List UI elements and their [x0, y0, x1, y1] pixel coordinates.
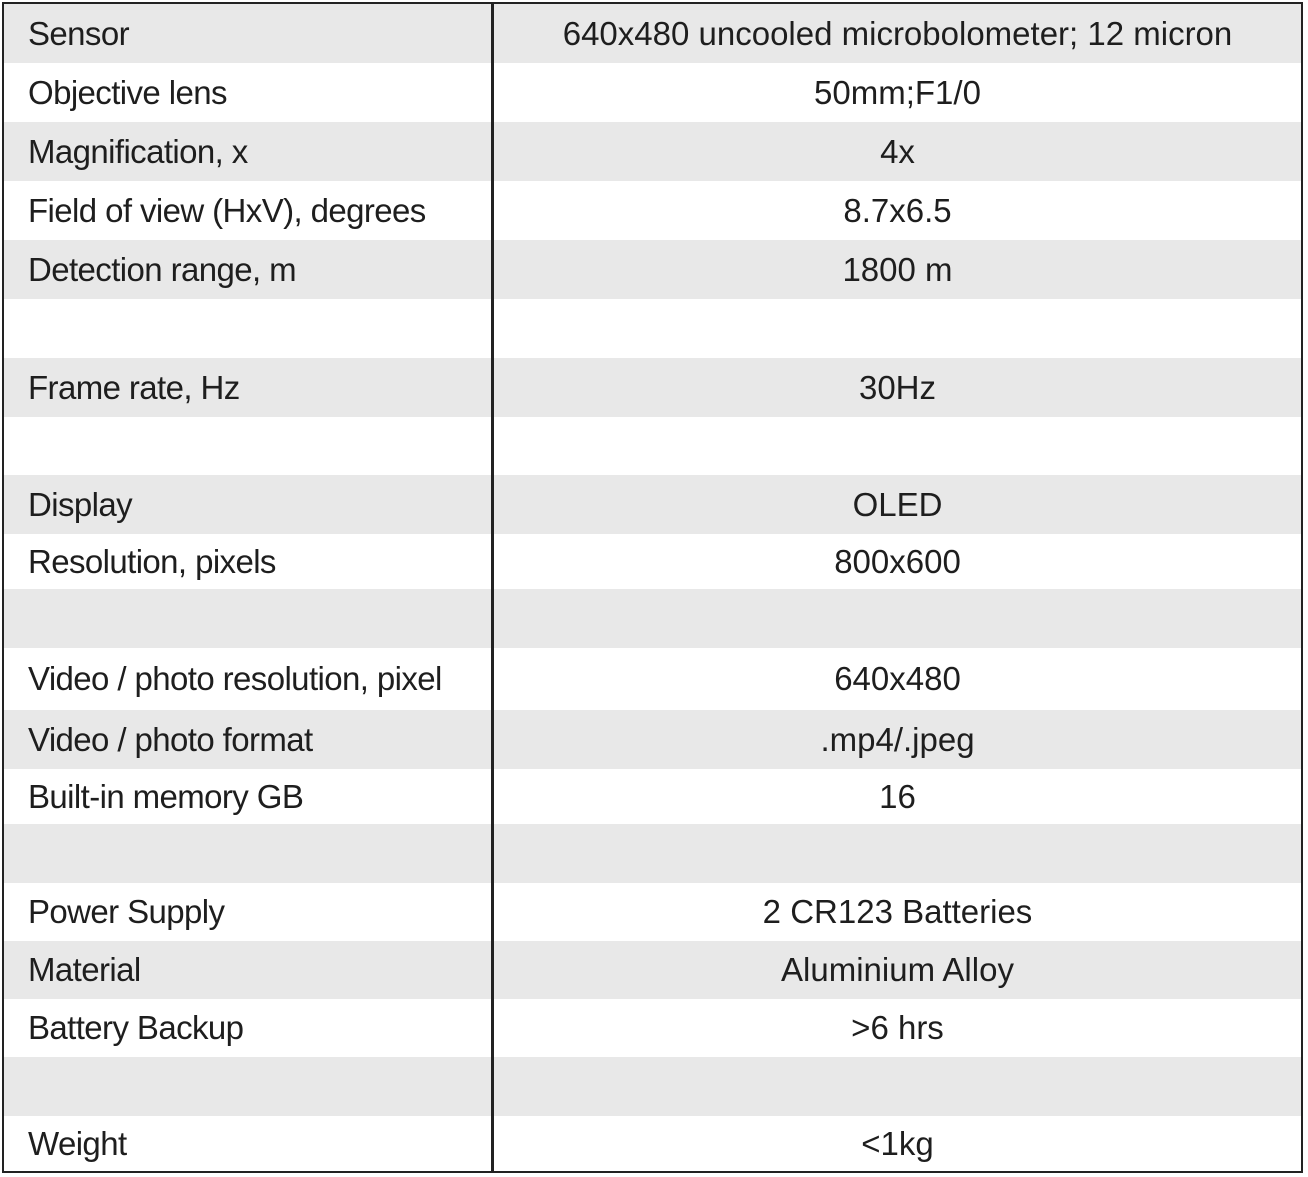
table-row: [4, 475, 1301, 534]
row-value: [494, 589, 1301, 648]
row-label: [28, 417, 488, 475]
row-label: Material: [28, 951, 141, 988]
row-label: Magnification, x: [28, 132, 248, 170]
row-label: Display: [28, 485, 133, 523]
table-row: [4, 122, 1301, 181]
row-label: [28, 299, 488, 358]
table-row: [4, 417, 1301, 475]
row-label: Power Supply: [28, 893, 225, 930]
row-value: 1800 m: [842, 250, 953, 288]
table-row: [4, 534, 1301, 589]
row-label: Built-in memory GB: [28, 777, 304, 815]
row-value: 30Hz: [858, 368, 937, 406]
row-value: >6 hrs: [851, 1009, 944, 1046]
row-label: Detection range, m: [28, 250, 297, 288]
table-row: [4, 240, 1301, 299]
table-row: [4, 181, 1301, 240]
table-row: [4, 299, 1301, 358]
row-value: 640x480: [834, 660, 961, 697]
row-value: [494, 824, 1301, 883]
row-label: [28, 589, 488, 648]
row-label: Video / photo resolution, pixel: [28, 660, 442, 697]
row-label: Sensor: [28, 14, 129, 52]
row-value: 800x600: [834, 542, 961, 580]
row-value: .mp4/.jpeg: [820, 720, 975, 758]
table-row: [4, 769, 1301, 824]
table-row: [4, 648, 1301, 710]
row-value: [494, 1057, 1301, 1116]
table-row: [4, 63, 1301, 122]
row-label: Weight: [28, 1124, 127, 1162]
row-label: Battery Backup: [28, 1009, 244, 1046]
row-value: <1kg: [861, 1124, 934, 1162]
row-value: [494, 417, 1301, 475]
table-row: [4, 710, 1301, 769]
table-row: [4, 358, 1301, 417]
row-label: Resolution, pixels: [28, 542, 276, 580]
row-value: 2 CR123 Batteries: [762, 893, 1033, 930]
table-row: [4, 941, 1301, 999]
row-value: 8.7x6.5: [843, 191, 952, 229]
row-value: 16: [879, 777, 916, 815]
row-label: [28, 824, 488, 883]
table-row: [4, 1116, 1301, 1171]
table-row: [4, 824, 1301, 883]
table-row: [4, 589, 1301, 648]
row-value: OLED: [852, 485, 943, 523]
table-row: [4, 4, 1301, 63]
row-label: Field of view (HxV), degrees: [28, 191, 426, 229]
row-label: Frame rate, Hz: [28, 368, 240, 406]
row-value: Aluminium Alloy: [781, 951, 1014, 988]
table-row: [4, 883, 1301, 941]
table-row: [4, 1057, 1301, 1116]
row-value: [494, 299, 1301, 358]
column-divider: [491, 4, 494, 1171]
spec-table: [2, 2, 1303, 1173]
row-value: 640x480 uncooled microbolometer; 12 micron: [562, 14, 1233, 52]
table-row: [4, 999, 1301, 1057]
row-value: 4x: [880, 132, 915, 170]
row-value: 50mm;F1/0: [814, 73, 981, 111]
row-label: [28, 1057, 488, 1116]
row-label: Video / photo format: [28, 720, 313, 758]
row-label: Objective lens: [28, 73, 227, 111]
